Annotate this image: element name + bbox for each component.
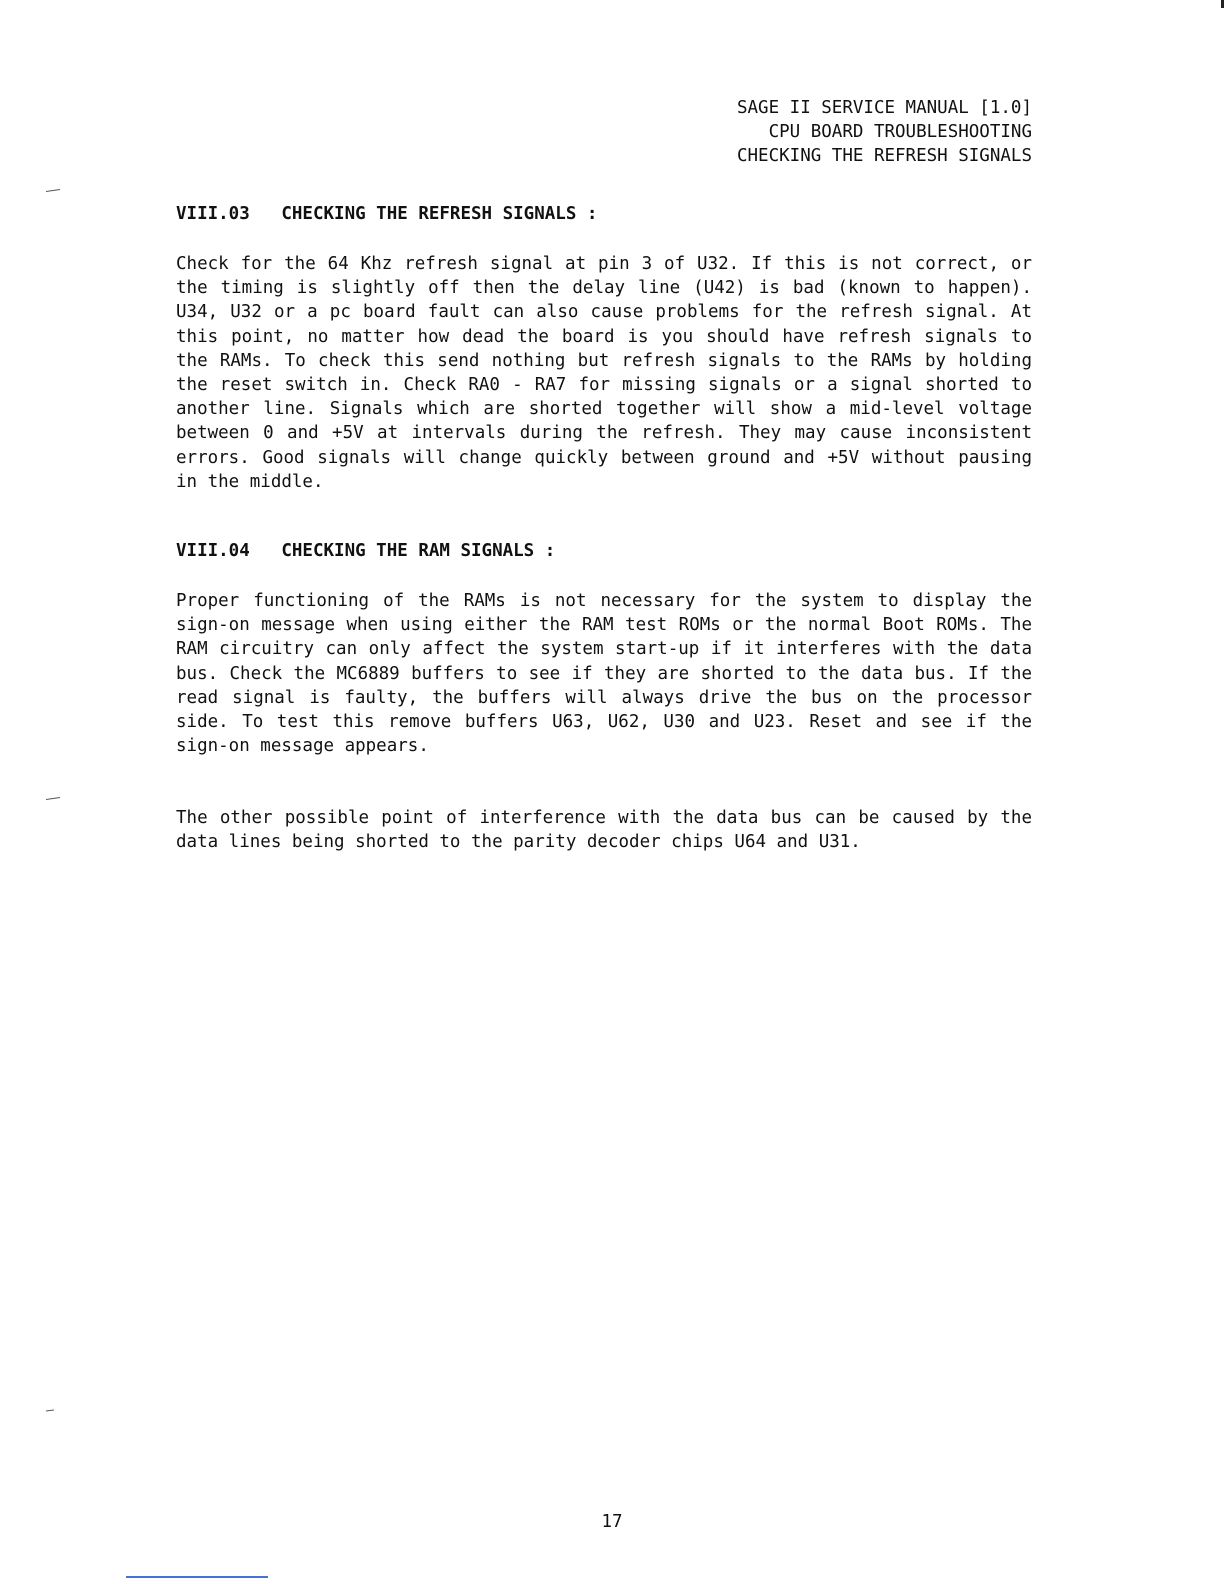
paragraph-data-bus-interference: The other possible point of interference with the data bus can be caused by the data lines being shorted to the parity decoder chips U64 and U31. bbox=[176, 808, 1032, 853]
page-number: 17 bbox=[601, 1512, 623, 1532]
scan-edge-line bbox=[126, 1576, 268, 1578]
margin-tick bbox=[46, 189, 60, 192]
header-section-title: CHECKING THE REFRESH SIGNALS bbox=[736, 146, 1032, 166]
page-header bbox=[737, 96, 1032, 168]
header-chapter-title: CPU BOARD TROUBLESHOOTING bbox=[768, 122, 1032, 142]
margin-tick bbox=[46, 797, 60, 800]
header-manual-title: SAGE II SERVICE MANUAL [1.0] bbox=[736, 98, 1032, 118]
paragraph-ram-signals: Proper functioning of the RAMs is not necessary for the system to display the sign-on message when using either the RAM test ROMs or the normal Boot ROMs. The RAM circuitry can only affect the system start-up if it interferes with the data bus. Check the MC6889 buffers to see if they are shorted to the data bus. If the read signal is faulty, the buffers will always drive the bus on the processor side. To test this remove buffers U63, U62, U30 and U23. Reset and see if the sign-on message appears. bbox=[176, 591, 1032, 757]
paragraph-refresh-signals: Check for the 64 Khz refresh signal at pin 3 of U32. If this is not correct, or the timing is slightly off then the delay line (U42) is bad (known to happen). U34, U32 or a pc board fault can also cause problems for the refresh signal. At this point, no matter how dead the board is you should have refresh signals to the RAMs. To check this send nothing but refresh signals to the RAMs by holding the reset switch in. Check RA0 - RA7 for missing signals or a signal shorted to another line. Signals which are shorted together will show a mid-level voltage between 0 and +5V at intervals during the refresh. They may cause inconsistent errors. Good signals will change quickly between ground and +5V without pausing in the middle. bbox=[176, 254, 1032, 492]
margin-tick bbox=[46, 1409, 54, 1411]
section-heading-refresh-signals: VIII.03 CHECKING THE REFRESH SIGNALS : bbox=[176, 204, 598, 224]
section-heading-ram-signals: VIII.04 CHECKING THE RAM SIGNALS : bbox=[176, 541, 556, 561]
